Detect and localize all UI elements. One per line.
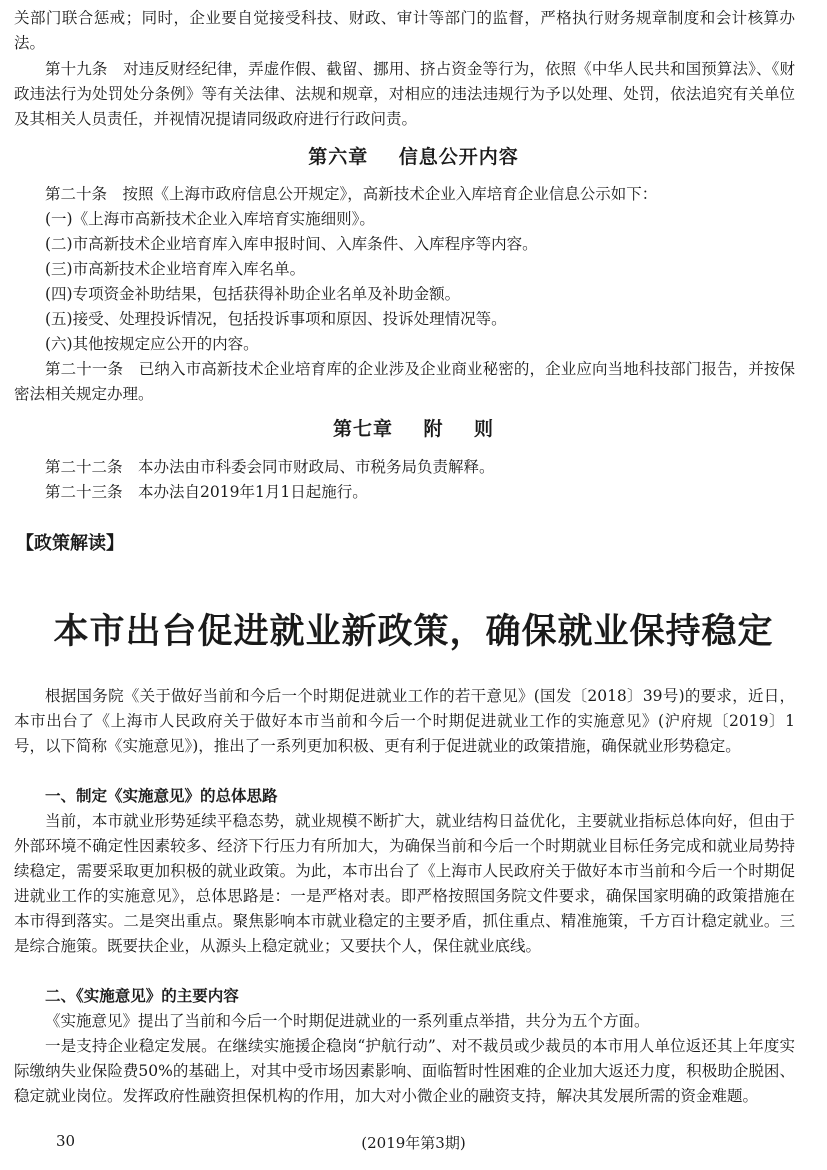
article-19: [0, 57, 827, 132]
article-number: 第十九条: [45, 60, 108, 78]
section-1-heading: 一、制定《实施意见》的总体思路: [45, 787, 278, 805]
article-intro: 根据国务院《关于做好当前和今后一个时期促进就业工作的若干意见》(国发〔2018〕39号)的要求，近日，本市出台了《上海市人民政府关于做好本市当前和今后一个时期促进就业工作的实施意见》(沪府规〔2019〕1号，以下简称《实施意见》)，推出了一系列更加积极、更有利于促进就业的政策措施，确保就业形势稳定。: [14, 687, 795, 755]
policy-interpretation-tag: 【政策解读】: [16, 533, 124, 554]
article-21: [0, 357, 827, 407]
section-2-point-1: 一是支持企业稳定发展。在继续实施援企稳岗“护航行动”、对不裁员或少裁员的本市用人单位返还其上年度实际缴纳失业保险费50%的基础上，对其中受市场因素影响、面临暂时性困难的企业加大返还力度，积极助企脱困、稳定就业岗位。发挥政府性融资担保机构的作用，加大对小微企业的融资支持，解决其发展所需的资金难题。: [14, 1037, 795, 1105]
article-text: 本办法自2019年1月1日起施行。: [138, 483, 368, 501]
list-item: (一)《上海市高新技术企业入库培育实施细则》。: [45, 210, 375, 228]
article-text: 本办法由市科委会同市财政局、市税务局负责解释。: [138, 458, 495, 476]
section-1-text: 当前，本市就业形势延续平稳态势，就业规模不断扩大，就业结构日益优化，主要就业指标总体向好，但由于外部环境不确定性因素较多、经济下行压力有所加大，为确保当前和今后一个时期就业目标任务完成和就业局势持续稳定，需要采取更加积极的就业政策。为此，本市出台了《上海市人民政府关于做好本市当前和今后一个时期促进就业工作的实施意见》，总体思路是：一是严格对表。即严格按照国务院文件要求，确保国家明确的政策措施在本市得到落实。二是突出重点。聚焦影响本市就业稳定的主要矛盾，抓住重点、精准施策，千方百计稳定就业。三是综合施策。既要扶企业，从源头上稳定就业；又要扶个人，保住就业底线。: [14, 812, 795, 955]
article-number: 第二十条: [45, 185, 108, 203]
article-number: 第二十三条: [45, 483, 123, 501]
chapter-7-title: 第七章 附 则: [333, 418, 494, 440]
list-item: (五)接受、处理投诉情况，包括投诉事项和原因、投诉处理情况等。: [45, 310, 507, 328]
article-number: 第二十二条: [45, 458, 123, 476]
list-item: (六)其他按规定应公开的内容。: [45, 335, 259, 353]
page-number: 30: [56, 1132, 76, 1150]
article-number: 第二十一条: [45, 360, 124, 378]
article-text: 已纳入市高新技术企业培育库的企业涉及企业商业秘密的，企业应向当地科技部门报告，并按保密法相关规定办理。: [14, 360, 795, 403]
list-item: (二)市高新技术企业培育库入库申报时间、入库条件、入库程序等内容。: [45, 235, 538, 253]
chapter-6-title: 第六章 信息公开内容: [308, 146, 519, 168]
article-22: [0, 455, 827, 480]
article-23: [0, 480, 827, 505]
issue-label: (2019年第3期): [361, 1134, 466, 1152]
section-2-text: 《实施意见》提出了当前和今后一个时期促进就业的一系列重点举措，共分为五个方面。: [45, 1012, 650, 1030]
list-item: (四)专项资金补助结果，包括获得补助企业名单及补助金额。: [45, 285, 461, 303]
article-text: 对违反财经纪律，弄虚作假、截留、挪用、挤占资金等行为，依照《中华人民共和国预算法》、《财政违法行为处罚处分条例》等有关法律、法规和规章，对相应的违法违规行为予以处理、处罚，依法追究有关单位及其相关人员责任，并视情况提请同级政府进行行政问责。: [14, 60, 795, 128]
article-title: 本市出台促进就业新政策，确保就业保持稳定: [53, 612, 774, 652]
list-item: (三)市高新技术企业培育库入库名单。: [45, 260, 306, 278]
paragraph-continuation: 关部门联合惩戒；同时，企业要自觉接受科技、财政、审计等部门的监督，严格执行财务规章制度和会计核算办法。: [14, 9, 795, 52]
article-20: [0, 182, 827, 207]
article-text: 按照《上海市政府信息公开规定》，高新技术企业入库培育企业信息公示如下：: [122, 185, 658, 203]
section-2-heading: 二、《实施意见》的主要内容: [45, 987, 239, 1005]
